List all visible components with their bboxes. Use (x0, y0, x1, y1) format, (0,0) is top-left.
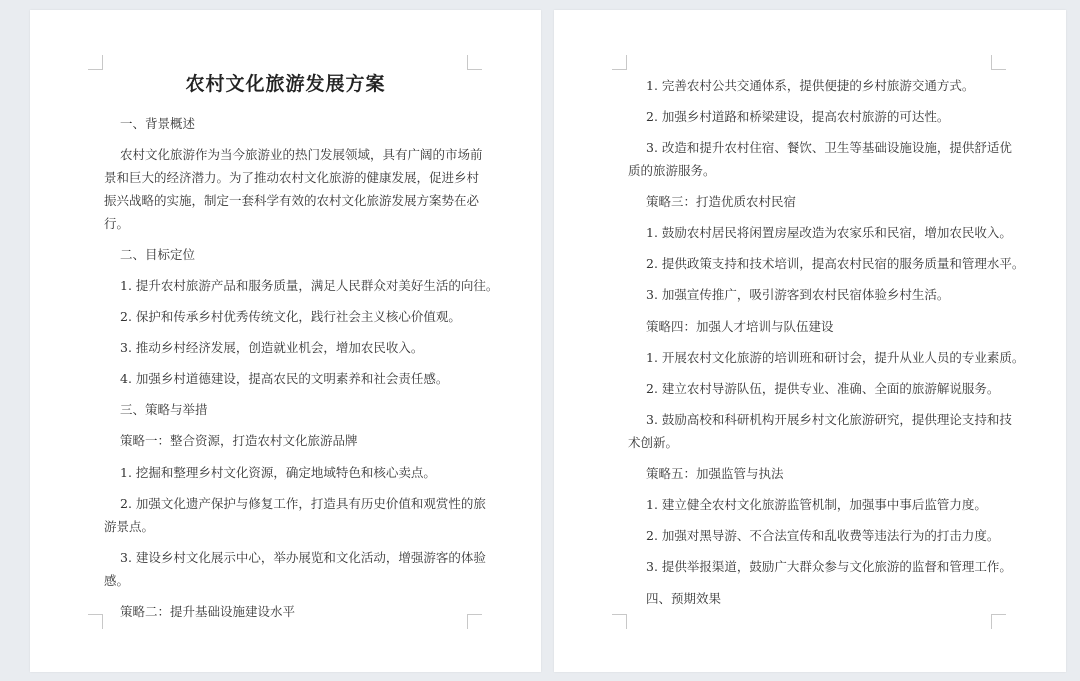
document-title: 农村文化旅游发展方案 (185, 73, 386, 95)
list-item-continuation: 质的旅游服务。 (628, 163, 716, 178)
margin-mark-bottom-right (991, 614, 1006, 629)
margin-mark-bottom-left (88, 614, 103, 629)
strategy-heading: 策略五：加强监管与执法 (646, 466, 784, 481)
strategy-heading: 策略四：加强人才培训与队伍建设 (646, 319, 834, 334)
margin-mark-top-right (991, 55, 1006, 70)
list-item: 1. 开展农村文化旅游的培训班和研讨会，提升从业人员的专业素质。 (646, 350, 1025, 365)
list-item: 3. 加强宣传推广，吸引游客到农村民宿体验乡村生活。 (646, 287, 950, 302)
list-item: 2. 加强文化遗产保护与修复工作，打造具有历史价值和观赏性的旅 (120, 496, 486, 511)
paragraph-line: 行。 (104, 216, 130, 231)
list-item: 1. 挖掘和整理乡村文化资源，确定地域特色和核心卖点。 (120, 465, 436, 480)
margin-mark-top-right (467, 55, 482, 70)
strategy-heading: 策略三：打造优质农村民宿 (646, 194, 797, 209)
list-item: 1. 建立健全农村文化旅游监管机制，加强事中事后监管力度。 (646, 497, 987, 512)
list-item: 3. 建设乡村文化展示中心，举办展览和文化活动，增强游客的体验 (120, 550, 486, 565)
list-item: 3. 改造和提升农村住宿、餐饮、卫生等基础设施设施，提供舒适优 (646, 140, 1012, 155)
margin-mark-top-left (612, 55, 627, 70)
document-page-1[interactable] (30, 10, 541, 672)
list-item-continuation: 术创新。 (628, 435, 679, 450)
section-heading: 四、预期效果 (646, 591, 722, 606)
list-item: 2. 加强对黑导游、不合法宣传和乱收费等违法行为的打击力度。 (646, 528, 1000, 543)
document-page-2[interactable] (554, 10, 1066, 672)
list-item: 2. 加强乡村道路和桥梁建设，提高农村旅游的可达性。 (646, 109, 950, 124)
section-heading: 二、目标定位 (120, 247, 196, 262)
strategy-heading: 策略一：整合资源，打造农村文化旅游品牌 (120, 433, 358, 448)
section-heading: 一、背景概述 (120, 116, 196, 131)
margin-mark-bottom-left (612, 614, 627, 629)
paragraph-line: 景和巨大的经济潜力。为了推动农村文化旅游的健康发展，促进乡村 (104, 170, 480, 185)
list-item: 2. 保护和传承乡村优秀传统文化，践行社会主义核心价值观。 (120, 309, 461, 324)
list-item: 3. 推动乡村经济发展，创造就业机会，增加农民收入。 (120, 340, 424, 355)
paragraph-line: 农村文化旅游作为当今旅游业的热门发展领域，具有广阔的市场前 (120, 147, 483, 162)
list-item-continuation: 游景点。 (104, 519, 155, 534)
list-item: 2. 建立农村导游队伍，提供专业、准确、全面的旅游解说服务。 (646, 381, 1000, 396)
strategy-heading: 策略二：提升基础设施建设水平 (120, 604, 296, 619)
list-item: 3. 提供举报渠道，鼓励广大群众参与文化旅游的监督和管理工作。 (646, 559, 1012, 574)
list-item: 1. 提升农村旅游产品和服务质量，满足人民群众对美好生活的向往。 (120, 278, 499, 293)
list-item: 1. 鼓励农村居民将闲置房屋改造为农家乐和民宿，增加农民收入。 (646, 225, 1012, 240)
list-item: 3. 鼓励高校和科研机构开展乡村文化旅游研究，提供理论支持和技 (646, 412, 1012, 427)
list-item: 1. 完善农村公共交通体系，提供便捷的乡村旅游交通方式。 (646, 78, 975, 93)
list-item: 4. 加强乡村道德建设，提高农民的文明素养和社会责任感。 (120, 371, 449, 386)
margin-mark-top-left (88, 55, 103, 70)
paragraph-line: 振兴战略的实施，制定一套科学有效的农村文化旅游发展方案势在必 (104, 193, 480, 208)
list-item-continuation: 感。 (104, 573, 130, 588)
list-item: 2. 提供政策支持和技术培训，提高农村民宿的服务质量和管理水平。 (646, 256, 1025, 271)
margin-mark-bottom-right (467, 614, 482, 629)
section-heading: 三、策略与举措 (120, 402, 208, 417)
